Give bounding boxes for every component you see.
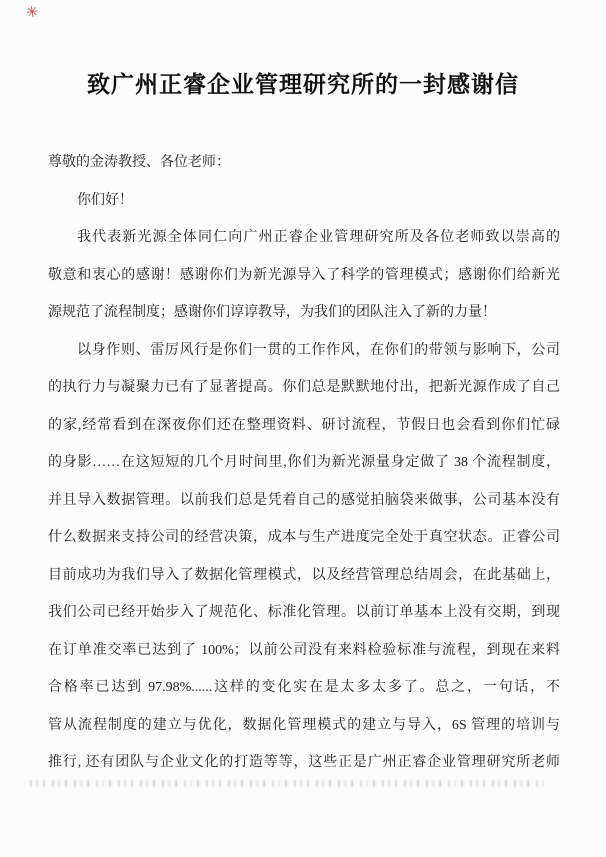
text-line-13: 我们公司已经开始步入了规范化、标准化管理。以前订单基本上没有交期，到现	[48, 605, 560, 620]
text-line-2: 你们好！	[77, 192, 133, 208]
text-line-3: 我代表新光源全体同仁向广州正睿企业管理研究所及各位老师致以崇高的	[77, 230, 560, 245]
red-annotation-mark: ✳	[24, 2, 40, 22]
text-line-5: 源规范了流程制度；感谢你们谆谆教导，为我们的团队注入了新的力量！	[48, 305, 496, 320]
text-line-1: 尊敬的金涛教授、各位老师：	[48, 155, 230, 170]
text-line-7: 的执行力与凝聚力已有了显著提高。你们总是默默地付出，把新光源作成了自己	[48, 380, 560, 395]
scan-fade-artifact	[30, 780, 545, 787]
text-line-4: 敬意和衷心的感谢！感谢你们为新光源导入了科学的管理模式；感谢你们给新光	[48, 267, 560, 283]
letter-body	[48, 144, 560, 782]
text-line-10: 并且导入数据管理。以前我们总是凭着自己的感觉拍脑袋来做事，公司基本没有	[48, 492, 560, 508]
text-line-15: 合格率已达到 97.98%......这样的变化实在是太多太多了。总之，一句话，不	[48, 680, 560, 695]
text-line-11: 什么数据来支持公司的经营决策，成本与生产进度完全处于真空状态。正睿公司	[48, 530, 560, 545]
text-line-14: 在订单准交率已达到了 100%；以前公司没有来料检验标准与流程，到现在来料	[48, 642, 560, 658]
text-line-12: 目前成功为我们导入了数据化管理模式，以及经营管理总结周会，在此基础上，	[48, 567, 560, 583]
text-line-17: 推行, 还有团队与企业文化的打造等等，这些正是广州正睿企业管理研究所老师	[48, 755, 560, 770]
text-line-9: 的身影……在这短短的几个月时间里,你们为新光源量身定做了 38 个流程制度，	[48, 455, 560, 470]
text-line-8: 的家,经常看到在深夜你们还在整理资料、研讨流程，节假日也会看到你们忙碌	[48, 417, 560, 433]
letter-title: 致广州正睿企业管理研究所的一封感谢信	[87, 72, 519, 97]
text-line-6: 以身作则、雷厉风行是你们一贯的工作作风，在你们的带领与影响下，公司	[77, 342, 560, 358]
text-line-16: 管从流程制度的建立与优化，数据化管理模式的建立与导入，6S 管理的培训与	[48, 717, 560, 733]
